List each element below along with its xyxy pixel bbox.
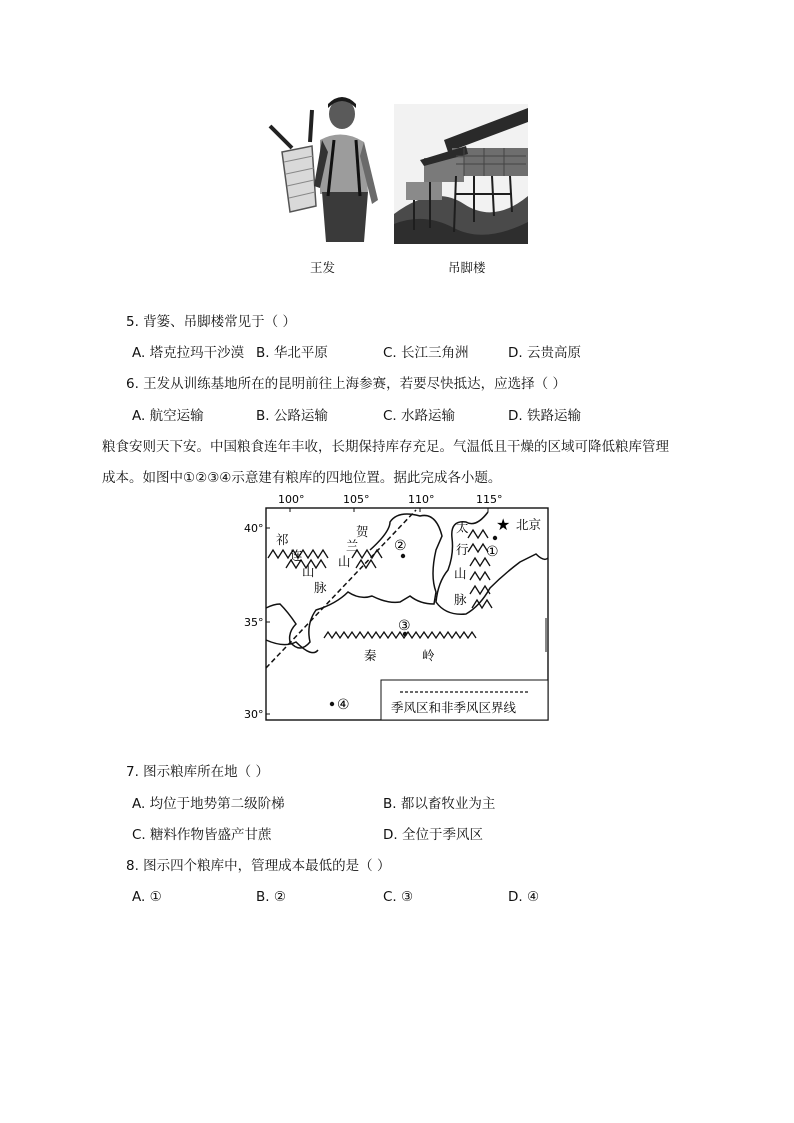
- lon-tick-100: 100°: [278, 493, 305, 506]
- taihang-char-2: 行: [456, 542, 469, 557]
- point-1-dot: [493, 536, 497, 540]
- taihang-char-3: 山: [454, 566, 467, 581]
- q6-option-b[interactable]: B. 公路运输: [256, 408, 328, 424]
- qinling-char-2: 岭: [422, 648, 435, 663]
- photo-person-with-basket: [264, 96, 386, 244]
- lon-tick-105: 105°: [343, 493, 370, 506]
- q5-option-a[interactable]: A. 塔克拉玛干沙漠: [132, 345, 245, 361]
- lat-tick-30: 30°: [244, 708, 264, 721]
- point-2-label: ②: [394, 538, 407, 554]
- intro-line-2: 成本。如图中①②③④示意建有粮库的四地位置。据此完成各小题。: [102, 470, 502, 486]
- q7-option-d[interactable]: D. 全位于季风区: [383, 827, 483, 843]
- q6-option-d[interactable]: D. 铁路运输: [508, 408, 581, 424]
- map-figure: [240, 492, 552, 724]
- q8-stem: 8. 图示四个粮库中，管理成本最低的是（ ）: [126, 858, 391, 874]
- beijing-star-icon: ★: [496, 515, 511, 534]
- point-4-dot: [330, 702, 334, 706]
- q7-stem: 7. 图示粮库所在地（ ）: [126, 764, 269, 780]
- taihang-char-4: 脉: [454, 592, 467, 607]
- lon-tick-110: 110°: [408, 493, 435, 506]
- q8-option-b[interactable]: B. ②: [256, 889, 286, 905]
- point-4-label: ④: [337, 697, 350, 713]
- point-2-dot: [401, 554, 405, 558]
- q8-option-a[interactable]: A. ①: [132, 889, 162, 905]
- q5-option-d[interactable]: D. 云贵高原: [508, 345, 581, 361]
- q6-option-c[interactable]: C. 水路运输: [383, 408, 456, 424]
- q6-option-a[interactable]: A. 航空运输: [132, 408, 204, 424]
- legend-label: 季风区和非季风区界线: [391, 700, 517, 715]
- q5-stem: 5. 背篓、吊脚楼常见于（ ）: [126, 314, 296, 330]
- qilian-char-1: 祁: [276, 532, 289, 547]
- q7-option-a[interactable]: A. 均位于地势第二级阶梯: [132, 796, 285, 812]
- qinling-char-1: 秦: [364, 648, 377, 663]
- helan-char-2: 兰: [346, 538, 359, 553]
- q5-option-c[interactable]: C. 长江三角洲: [383, 345, 469, 361]
- helan-char-1: 贺: [356, 524, 369, 539]
- q6-stem: 6. 王发从训练基地所在的昆明前往上海参赛，若要尽快抵达，应选择（ ）: [126, 376, 566, 392]
- q7-option-b[interactable]: B. 都以畜牧业为主: [383, 796, 496, 812]
- qilian-char-4: 脉: [314, 580, 327, 595]
- point-3-label: ③: [398, 618, 411, 634]
- point-1-label: ①: [486, 544, 499, 560]
- q8-option-d[interactable]: D. ④: [508, 889, 540, 905]
- qilian-char-3: 山: [302, 564, 315, 579]
- photo-caption-right: 吊脚楼: [448, 260, 486, 275]
- helan-char-3: 山: [338, 554, 351, 569]
- photo-caption-left: 王发: [310, 260, 336, 275]
- q8-option-c[interactable]: C. ③: [383, 889, 414, 905]
- lon-tick-115: 115°: [476, 493, 503, 506]
- taihang-char-1: 太: [456, 520, 469, 535]
- lat-tick-40: 40°: [244, 522, 264, 535]
- qilian-char-2: 连: [290, 548, 303, 563]
- q5-option-b[interactable]: B. 华北平原: [256, 345, 328, 361]
- q7-option-c[interactable]: C. 糖料作物皆盛产甘蔗: [132, 827, 272, 843]
- intro-line-1: 粮食安则天下安。中国粮食连年丰收，长期保持库存充足。气温低且干燥的区域可降低粮库管理: [102, 439, 669, 455]
- beijing-label: 北京: [516, 517, 542, 532]
- photo-stilt-house: [394, 104, 528, 244]
- lat-tick-35: 35°: [244, 616, 264, 629]
